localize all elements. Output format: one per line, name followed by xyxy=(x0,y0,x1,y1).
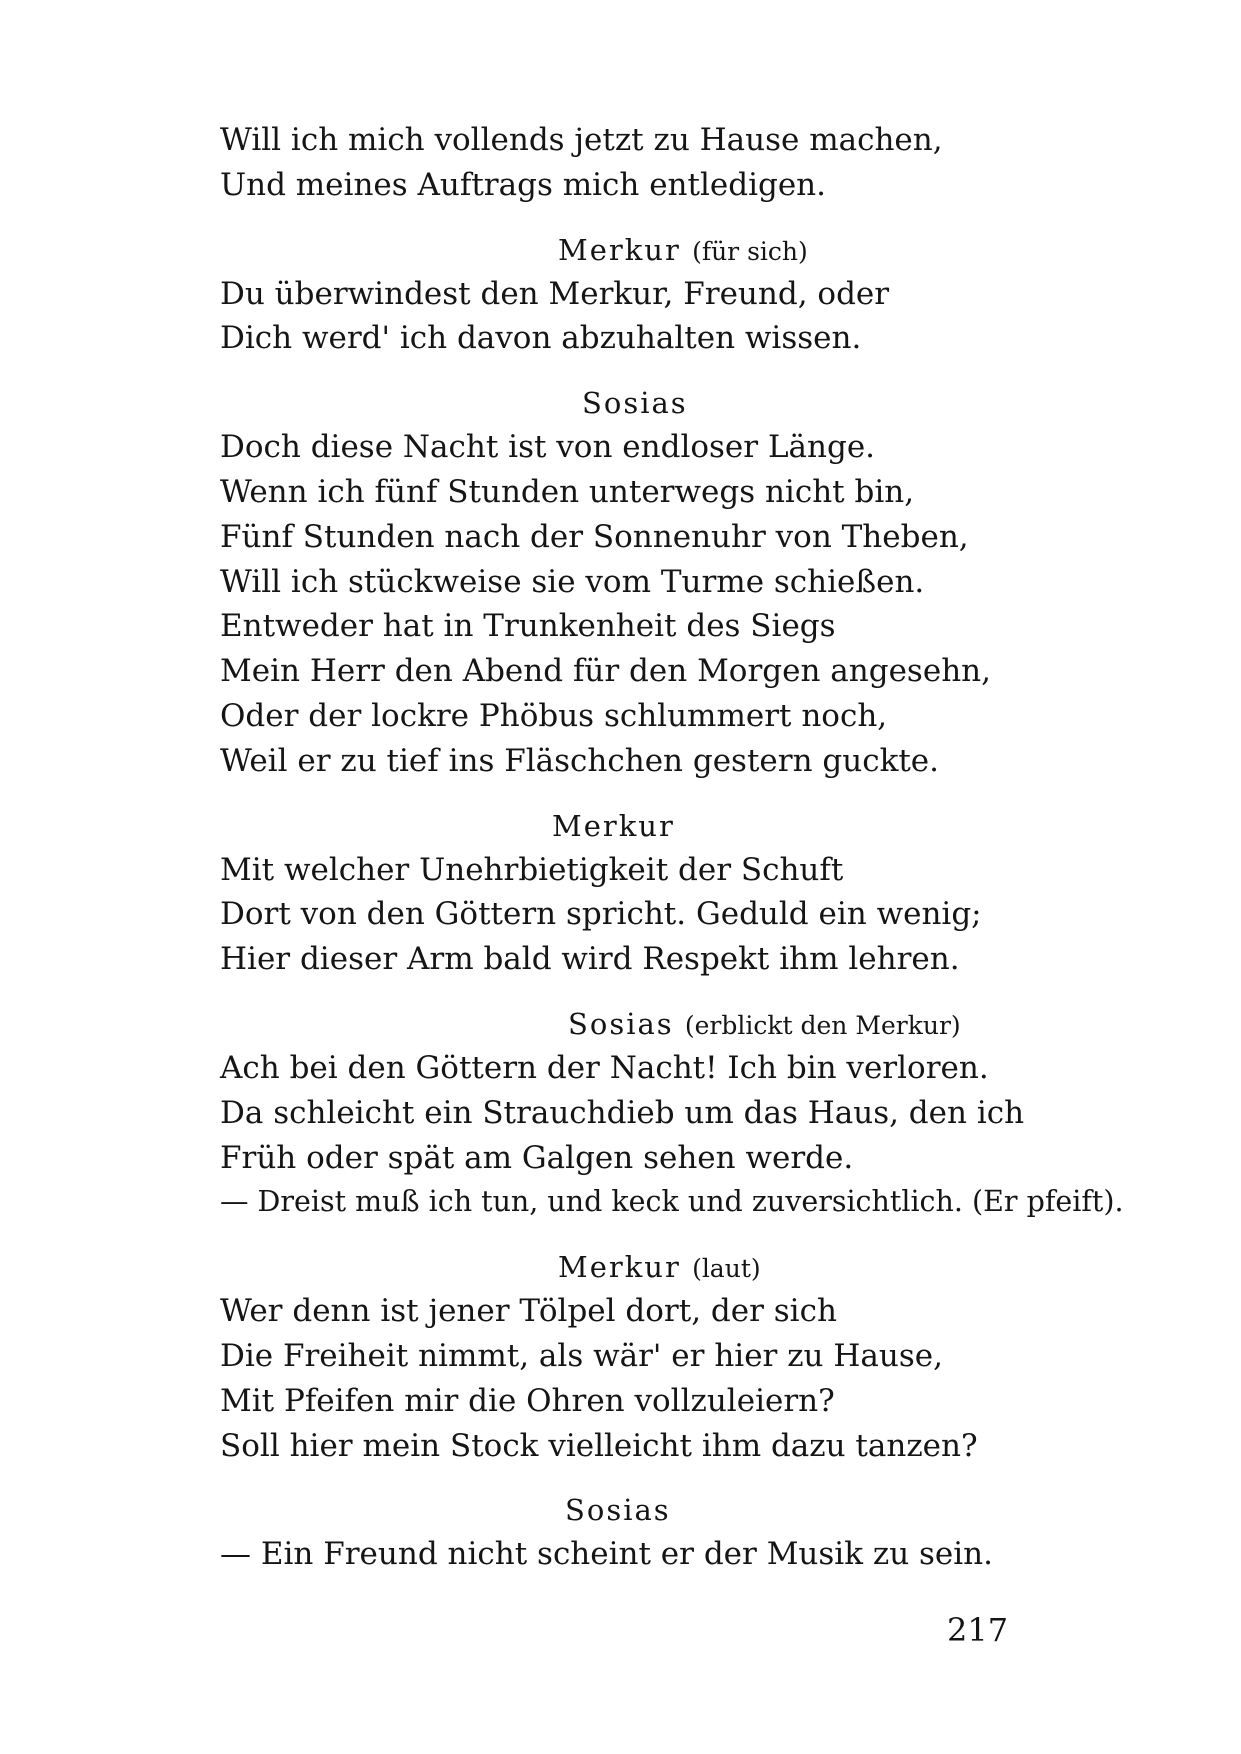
verse-line: Wenn ich fünf Stunden unterwegs nicht bin, xyxy=(220,473,915,510)
verse-line: Oder der lockre Phöbus schlummert noch, xyxy=(220,697,888,734)
speaker-name: Sosias xyxy=(582,386,688,421)
verse-line: Entweder hat in Trunkenheit des Siegs xyxy=(220,608,836,645)
speaker-heading xyxy=(220,381,1040,425)
verse-block xyxy=(220,425,1040,783)
verse-line: Weil er zu tief ins Fläschchen gestern guckte. xyxy=(220,742,940,779)
speaker-heading xyxy=(220,1245,1040,1289)
verse-line: Soll hier mein Stock vielleicht ihm dazu tanzen? xyxy=(220,1427,978,1464)
speaker-name: Merkur xyxy=(552,808,675,843)
verse-line: Du überwindest den Merkur, Freund, oder xyxy=(220,275,890,312)
verse-line: Doch diese Nacht ist von endloser Länge. xyxy=(220,429,876,466)
stage-direction: (laut) xyxy=(692,1254,761,1284)
verse-block xyxy=(220,118,1040,208)
verse-block xyxy=(220,848,1040,982)
speaker-heading xyxy=(220,228,1040,272)
verse-line: Fünf Stunden nach der Sonnenuhr von Theben, xyxy=(220,518,969,555)
speaker-name: Merkur xyxy=(558,232,681,267)
speaker-heading xyxy=(220,1488,1040,1532)
verse-line: Dort von den Göttern spricht. Geduld ein wenig; xyxy=(220,896,982,933)
verse-line: Mein Herr den Abend für den Morgen angesehn, xyxy=(220,653,991,690)
verse-line: — Dreist muß ich tun, und keck und zuversichtlich. (Er pfeift). xyxy=(220,1185,1124,1219)
text-column xyxy=(220,118,1124,1577)
verse-line: Will ich stückweise sie vom Turme schießen. xyxy=(220,563,925,600)
verse-block xyxy=(220,1532,1040,1577)
stage-direction: (für sich) xyxy=(692,236,808,266)
page-number: 217 xyxy=(947,1611,1009,1649)
verse-line: Ach bei den Göttern der Nacht! Ich bin verloren. xyxy=(220,1049,989,1086)
speaker-name: Sosias xyxy=(568,1006,674,1041)
verse-line: Mit Pfeifen mir die Ohren vollzuleiern? xyxy=(220,1382,835,1419)
speaker-heading xyxy=(220,1002,1040,1046)
verse-line: Da schleicht ein Strauchdieb um das Haus, den ich xyxy=(220,1094,1025,1131)
speaker-name: Merkur xyxy=(558,1250,681,1285)
verse-block xyxy=(220,272,1040,362)
verse-line: Die Freiheit nimmt, als wär' er hier zu Hause, xyxy=(220,1337,943,1374)
verse-line: Dich werd' ich davon abzuhalten wissen. xyxy=(220,320,862,357)
stage-direction: (erblickt den Merkur) xyxy=(684,1010,961,1040)
verse-line: Mit welcher Unehrbietigkeit der Schuft xyxy=(220,851,844,888)
verse-line: Früh oder spät am Galgen sehen werde. xyxy=(220,1139,854,1176)
verse-line: — Ein Freund nicht scheint er der Musik zu sein. xyxy=(220,1536,994,1573)
verse-line: Hier dieser Arm bald wird Respekt ihm lehren. xyxy=(220,941,960,978)
verse-line: Wer denn ist jener Tölpel dort, der sich xyxy=(220,1293,837,1330)
speaker-name: Sosias xyxy=(565,1493,671,1528)
verse-line: Und meines Auftrags mich entledigen. xyxy=(220,166,826,203)
speaker-heading xyxy=(220,804,1040,848)
verse-block xyxy=(220,1046,1124,1225)
verse-line: Will ich mich vollends jetzt zu Hause machen, xyxy=(220,122,943,158)
verse-block xyxy=(220,1289,1040,1468)
